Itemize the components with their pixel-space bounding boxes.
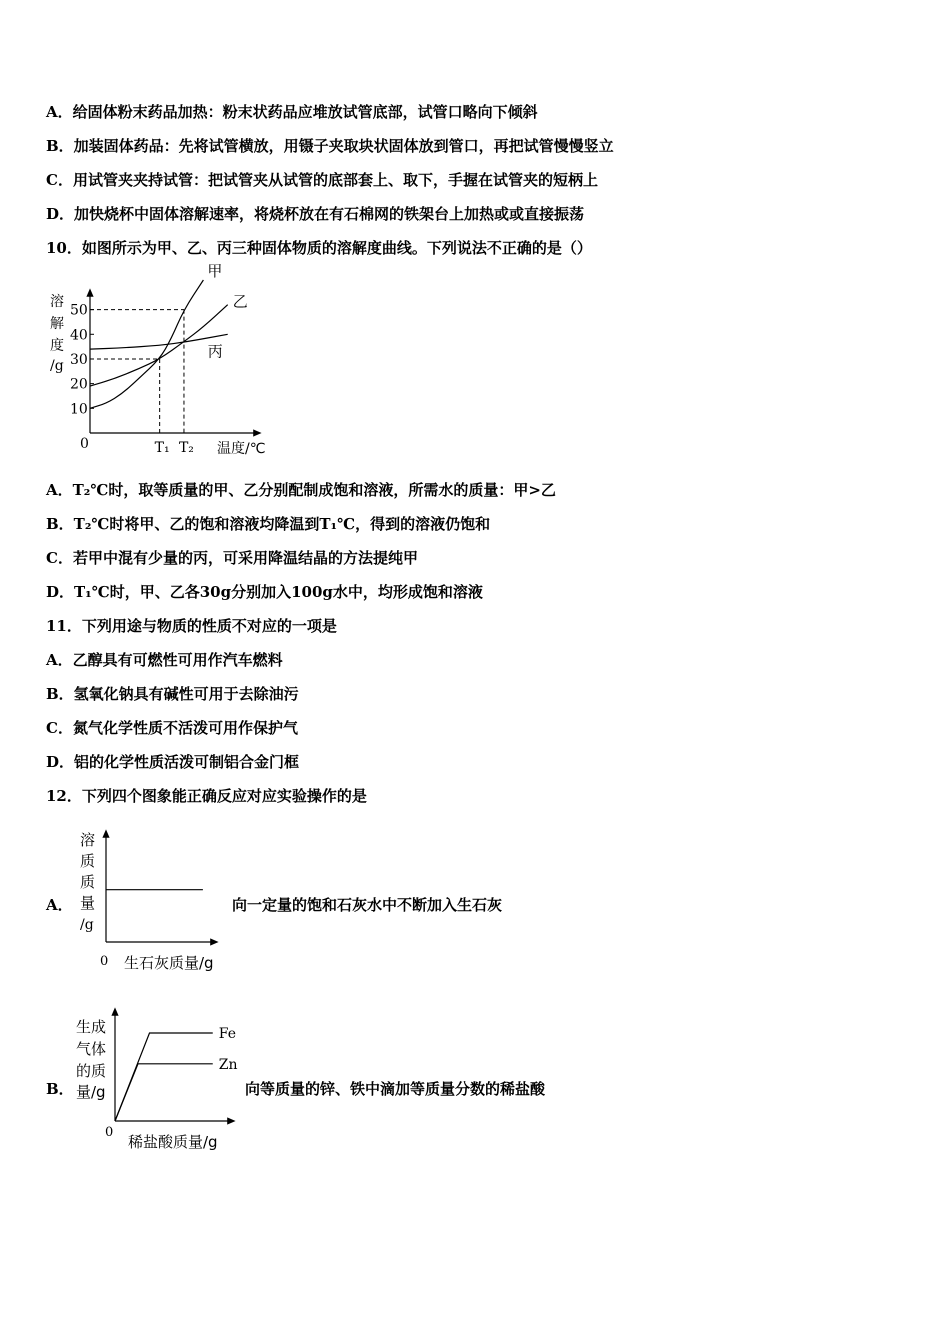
q10-option-a: A．T₂℃时，取等质量的甲、乙分别配制成饱和溶液，所需水的质量：甲>乙 bbox=[46, 481, 556, 499]
q10-option-b: B．T₂℃时将甲、乙的饱和溶液均降温到T₁℃，得到的溶液仍饱和 bbox=[46, 515, 491, 533]
x-tick-label: T₁ bbox=[154, 440, 170, 456]
q9-option-c: C．用试管夹夹持试管：把试管夹从试管的底部套上、取下，手握在试管夹的短柄上 bbox=[46, 171, 598, 189]
b-y-label-3: 量/g bbox=[76, 1083, 106, 1101]
y-label-2: 度 bbox=[50, 338, 64, 354]
x-tick-label: T₂ bbox=[178, 440, 194, 456]
q10-option-c: C．若甲中混有少量的丙，可采用降温结晶的方法提纯甲 bbox=[46, 549, 418, 567]
y-label-0: 溶 bbox=[50, 294, 64, 310]
a-y-label-2: 质 bbox=[80, 873, 96, 891]
q12-chart-a-svg bbox=[70, 825, 240, 975]
a-y-label-1: 质 bbox=[80, 852, 96, 870]
y-tick-label: 40 bbox=[70, 327, 88, 344]
y-tick-label: 50 bbox=[70, 302, 88, 319]
b-x-axis-label: 稀盐酸质量/g bbox=[128, 1133, 218, 1151]
y-tick-label: 10 bbox=[70, 401, 88, 418]
q11-option-b: B．氢氧化钠具有碱性可用于去除油污 bbox=[46, 685, 299, 703]
b-series-line-Fe bbox=[115, 1033, 213, 1121]
q12-option-a-description: 向一定量的饱和石灰水中不断加入生石灰 bbox=[232, 896, 503, 914]
q11-option-a: A．乙醇具有可燃性可用作汽车燃料 bbox=[46, 651, 283, 669]
b-origin-label: 0 bbox=[105, 1125, 114, 1140]
a-x-axis-label: 生石灰质量/g bbox=[124, 954, 214, 972]
q9-option-a: A．给固体粉末药品加热：粉末状药品应堆放试管底部，试管口略向下倾斜 bbox=[46, 103, 538, 121]
b-y-label-0: 生成 bbox=[76, 1018, 107, 1036]
q10-option-d: D．T₁℃时，甲、乙各30g分别加入100g水中，均形成饱和溶液 bbox=[46, 583, 483, 601]
q11-option-d: D．铝的化学性质活泼可制铝合金门框 bbox=[46, 753, 300, 771]
y-label-3: /g bbox=[50, 358, 64, 374]
a-y-label-4: /g bbox=[80, 917, 94, 933]
b-series-label-Zn: Zn bbox=[218, 1056, 238, 1073]
q12-option-b-description: 向等质量的锌、铁中滴加等质量分数的稀盐酸 bbox=[245, 1080, 546, 1098]
q12-chart-a bbox=[70, 825, 240, 975]
origin-label: 0 bbox=[80, 436, 89, 452]
y-tick-label: 30 bbox=[70, 351, 88, 368]
x-axis-label: 温度/℃ bbox=[217, 441, 266, 457]
a-origin-label: 0 bbox=[100, 954, 109, 969]
series-label-乙: 乙 bbox=[232, 292, 248, 311]
q10-stem: 10．如图所示为甲、乙、丙三种固体物质的溶解度曲线。下列说法不正确的是（） bbox=[46, 239, 592, 257]
q9-option-d: D．加快烧杯中固体溶解速率，将烧杯放在有石棉网的铁架台上加热或或直接振荡 bbox=[46, 205, 585, 223]
b-series-label-Fe: Fe bbox=[218, 1026, 236, 1042]
solubility-chart-svg bbox=[40, 262, 280, 470]
y-label-1: 解 bbox=[50, 316, 64, 332]
series-label-甲: 甲 bbox=[207, 262, 223, 280]
a-y-label-0: 溶 bbox=[80, 831, 96, 849]
q12-chart-b bbox=[70, 1005, 250, 1155]
q11-option-c: C．氮气化学性质不活泼可用作保护气 bbox=[46, 719, 298, 737]
q12-option-a-letter: A． bbox=[46, 896, 73, 914]
q12-stem: 12．下列四个图象能正确反应对应实验操作的是 bbox=[46, 787, 367, 805]
b-series-line-Zn bbox=[115, 1064, 213, 1121]
y-tick-label: 20 bbox=[70, 376, 88, 393]
q12-option-b-letter: B． bbox=[46, 1080, 74, 1098]
q9-option-b: B．加装固体药品：先将试管横放，用镊子夹取块状固体放到管口，再把试管慢慢竖立 bbox=[46, 137, 614, 155]
solubility-chart bbox=[40, 262, 280, 470]
b-y-label-1: 气体 bbox=[76, 1040, 107, 1058]
b-y-label-2: 的质 bbox=[76, 1062, 107, 1080]
series-label-丙: 丙 bbox=[207, 342, 223, 361]
a-y-label-3: 量 bbox=[80, 894, 96, 912]
q11-stem: 11．下列用途与物质的性质不对应的一项是 bbox=[46, 617, 337, 635]
q12-chart-b-svg bbox=[70, 1005, 250, 1155]
series-line-甲 bbox=[90, 280, 203, 408]
